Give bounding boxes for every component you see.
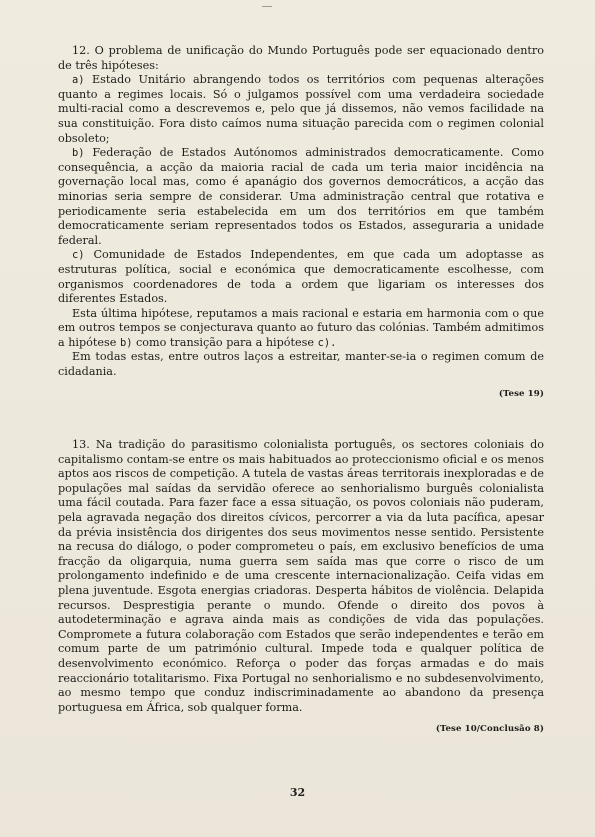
conclusion-paragraph	[58, 307, 544, 351]
section-12	[58, 44, 544, 401]
hypothesis-b-label: b)	[72, 147, 85, 160]
page-number: 32	[289, 786, 306, 799]
section-13-text: 13. Na tradição do parasitismo colonialista português, os sectores coloniais do capitalismo contam-se entre os mais habituados ao proteccionismo oficial e os menos aptos aos riscos de competição. A tutela de vastas áreas territorais inexploradas e de populações mal saídas da servidão oferece ao senhorialismo burguês colonialista uma fácil coutada. Para fazer face a essa situação, os povos coloniais não puderam, pela agravada negação dos direitos cívicos, percorrer a via da luta pacífica, apesar da prévia insistência dos dirigentes dos seus movimentos nesse sentido. Persistente na recusa do diálogo, o poder comprometeu o país, em exclusivo benefícios de uma fracção da oligarquia, numa guerra sem saída mas que corre o risco de um prolongamento indefinido e de uma crescente internacionalização. Ceifa vidas em plena juventude. Esgota energias criadoras. Desperta hábitos de violência. Delapida recursos. Desprestigia perante o mundo. Ofende o direito dos povos à autodeterminação e agrava ainda mais as condições de vida das populações. Compromete a futura colaboração com Estados que serão independentes e terão em comum parte de um património cultural. Impede toda e qualquer política de desenvolvimento económico. Reforça o poder das forças armadas e do mais reaccionário totalitarismo. Fixa Portugal no senhorialismo e no subdesenvolvimento, ao mesmo tempo que conduz indiscriminadamente ao abandono da presença portuguesa em África, sob qualquer forma.	[58, 438, 544, 714]
hypothesis-a	[58, 73, 544, 146]
section-12-intro: 12. O problema de unificação do Mundo Português pode ser equacionado dentro de três hipóteses:	[58, 44, 544, 72]
citation-tese-19: (Tese 19)	[498, 388, 544, 399]
conclusion-ref-c: c).	[317, 336, 337, 349]
top-mark	[262, 6, 272, 7]
hypothesis-b	[58, 146, 544, 248]
citation-tese-10: (Tese 10/Conclusão 8)	[435, 724, 544, 735]
conclusion-text-1: Esta última hipótese, reputamos a mais racional e estaria em harmonia com o que em outros tempos se conjecturava quanto ao futuro das colónias. Também admitimos a hipótese	[58, 306, 544, 349]
hypothesis-c-label: c)	[72, 249, 85, 262]
hypothesis-c	[58, 248, 544, 306]
conclusion-text-2: como transição para a hipótese	[136, 335, 314, 349]
conclusion-ref-b: b)	[119, 336, 133, 349]
section-13	[58, 438, 544, 737]
citizenship-paragraph: Em todas estas, entre outros laços a estreitar, manter-se-ia o regimen comum de cidadania.	[58, 350, 544, 379]
hypothesis-b-text: Federação de Estados Autónomos administrados democraticamente. Como consequência, a acção da maioria racial de cada um teria maior incidência na governação local mas, como é apanágio dos governos democráticos, a acção das minorias seria sempre de considerar. Uma administração central que rotativa e periodicamente seria estabelecida em um dos territórios em que também democraticamente seriam representados todos os Estados, asseguraria a unidade federal.	[58, 146, 544, 247]
hypothesis-a-text: Estado Unitário abrangendo todos os territórios com pequenas alterações quanto a regimes locais. Só o julgamos possível com uma verdadeira sociedade multi-racial como a descrevemos e, pelo que já dissemos, não vemos facilidade na sua constituição. Fora disto caímos numa situação parecida com o regimen colonial obsoleto;	[58, 73, 544, 145]
hypothesis-a-label: a)	[72, 74, 85, 87]
hypothesis-c-text: Comunidade de Estados Independentes, em que cada um adoptasse as estruturas política, social e económica que democraticamente escolhesse, com organismos coordenadores de toda a ordem que ligariam os interesses dos diferentes Estados.	[58, 248, 544, 306]
